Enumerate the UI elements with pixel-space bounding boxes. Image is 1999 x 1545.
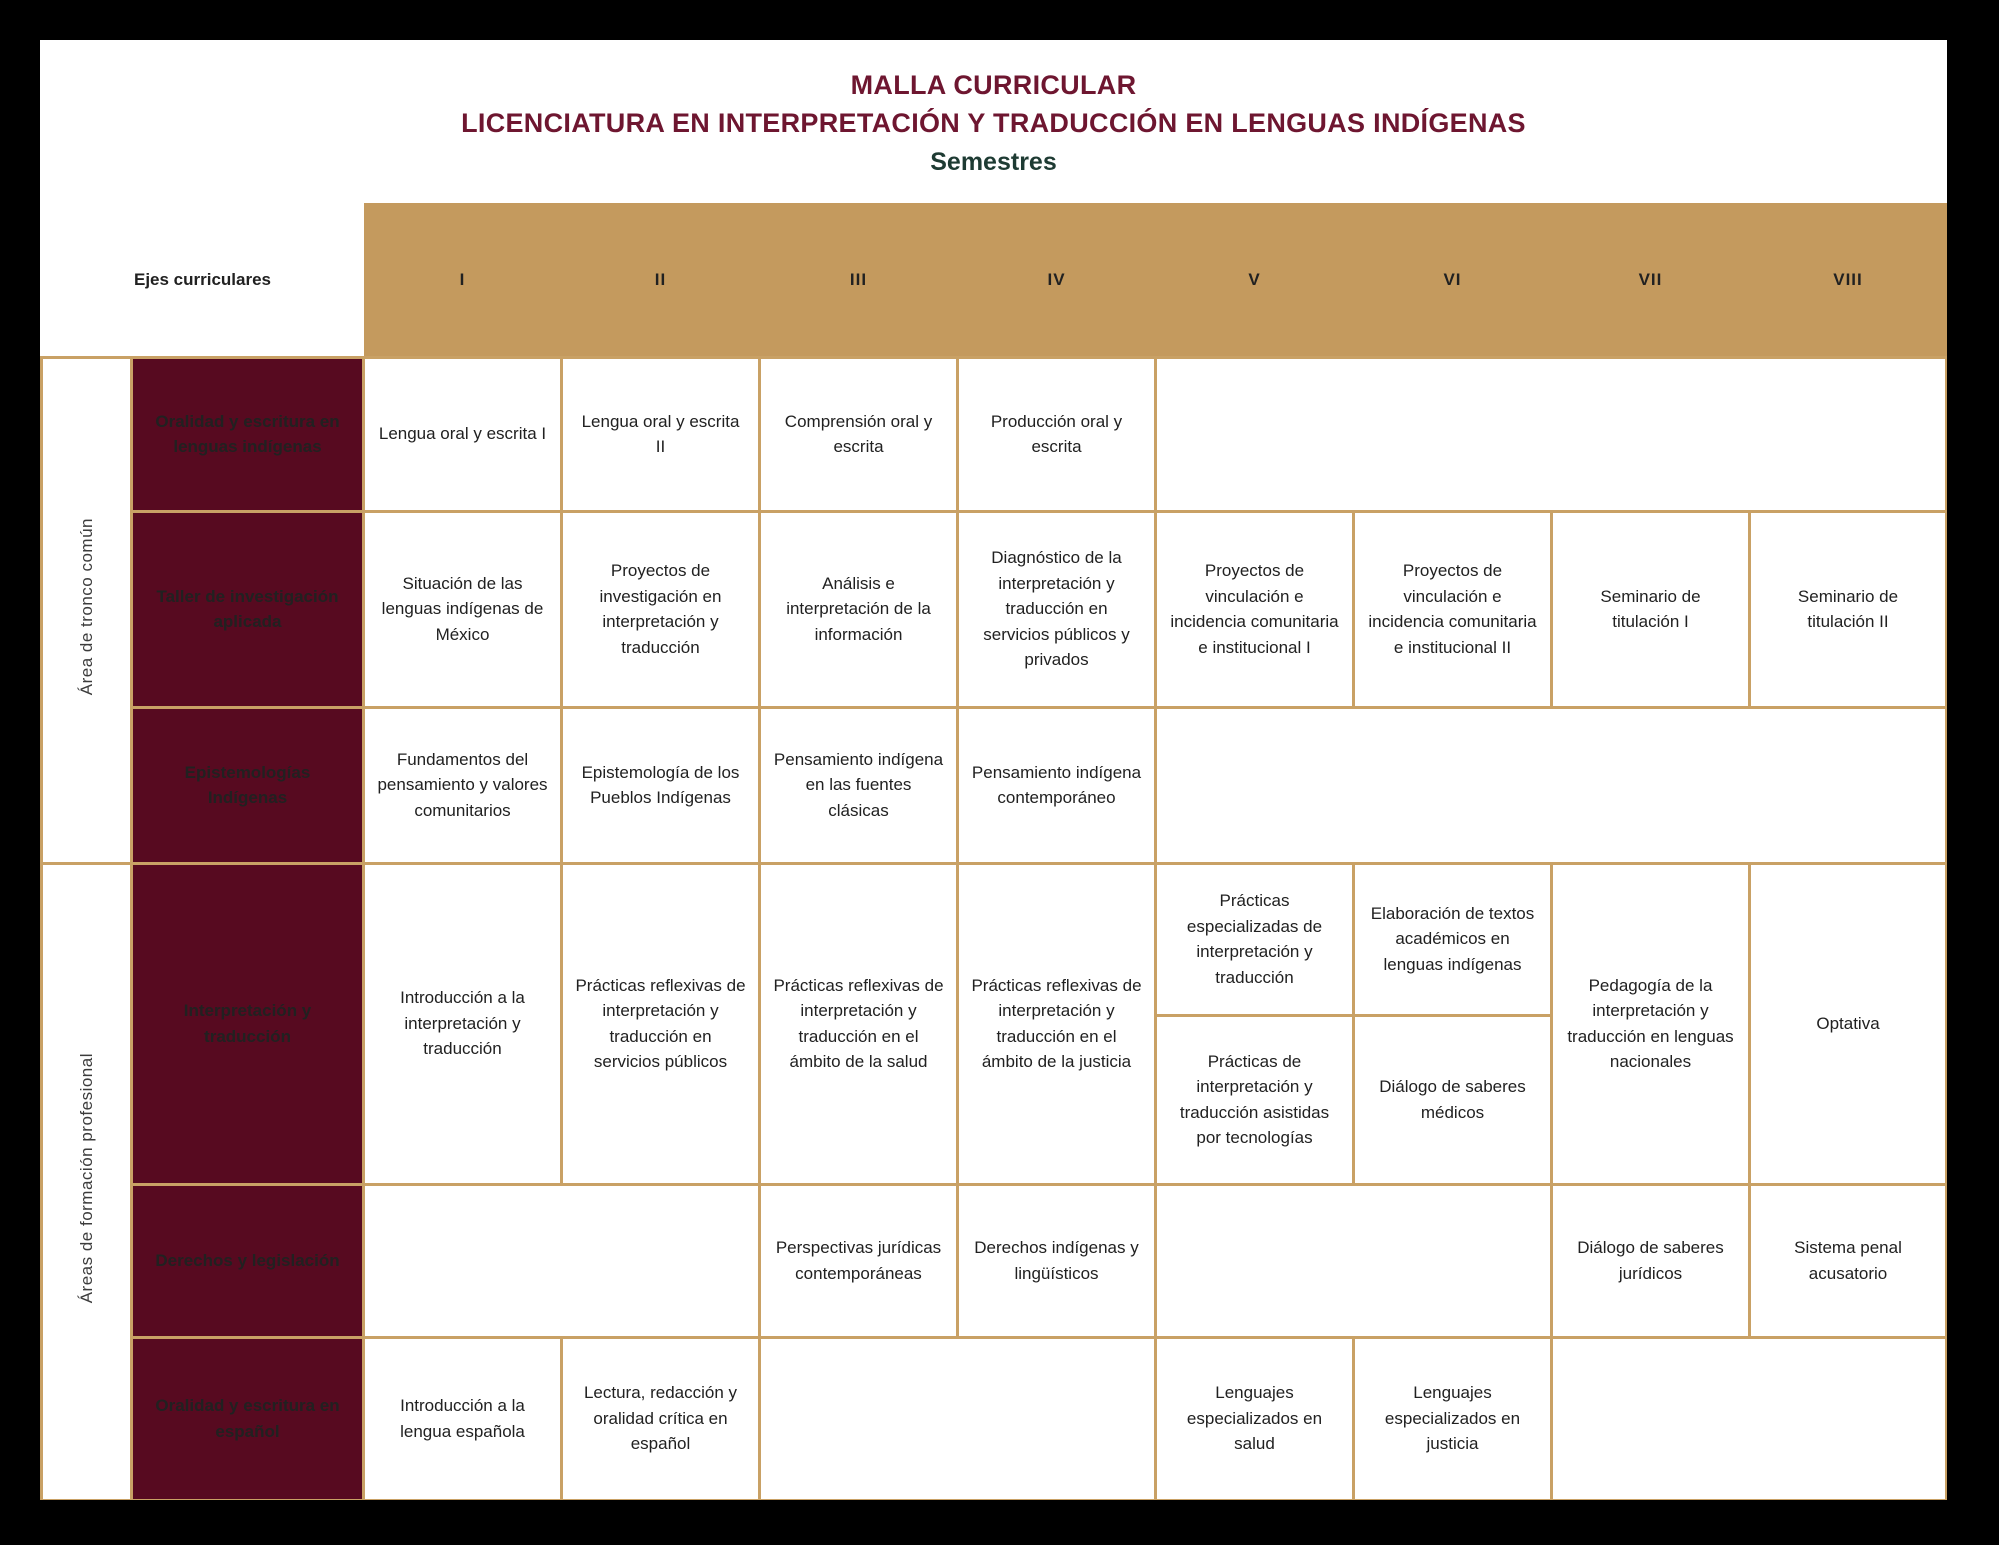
- course-r5-c3: Perspectivas jurídicas contemporáneas: [760, 1184, 958, 1337]
- course-r4-c5a: Prácticas especializadas de interpretación y traducción: [1156, 863, 1354, 1015]
- row-oralidad-indigenas: [42, 357, 1947, 511]
- course-r1-c2: Lengua oral y escrita II: [562, 357, 760, 511]
- eje-epistemologias: Epistemologías Indígenas: [132, 707, 364, 863]
- course-r2-c2: Proyectos de investigación en interpretación y traducción: [562, 511, 760, 707]
- course-r1-c4: Producción oral y escrita: [958, 357, 1156, 511]
- curriculum-table: [40, 203, 1947, 1500]
- area-tronco-comun: [42, 357, 132, 863]
- course-r4-c3: Prácticas reflexivas de interpretación y traducción en el ámbito de la salud: [760, 863, 958, 1184]
- eje-interpretacion-traduccion: Interpretación y traducción: [132, 863, 364, 1184]
- eje-oralidad-indigenas: Oralidad y escritura en lenguas indígenas: [132, 357, 364, 511]
- course-r4-c7: Pedagogía de la interpretación y traducción en lenguas nacionales: [1552, 863, 1750, 1184]
- row-interpretacion-a: [42, 863, 1947, 1015]
- course-r3-c3: Pensamiento indígena en las fuentes clásicas: [760, 707, 958, 863]
- area-tronco-comun-label: Área de tronco común: [76, 517, 96, 695]
- course-r3-c4: Pensamiento indígena contemporáneo: [958, 707, 1156, 863]
- header-row: [42, 203, 1947, 357]
- semester-header-iv: IV: [958, 203, 1156, 357]
- course-r2-c7: Seminario de titulación I: [1552, 511, 1750, 707]
- empty-cell-r3-v-viii: [1156, 707, 1947, 863]
- empty-cell-r1-v-viii: [1156, 357, 1947, 511]
- eje-taller-investigacion: Taller de investigación aplicada: [132, 511, 364, 707]
- course-r1-c3: Comprensión oral y escrita: [760, 357, 958, 511]
- semester-header-ii: II: [562, 203, 760, 357]
- course-r3-c2: Epistemología de los Pueblos Indígenas: [562, 707, 760, 863]
- course-r4-c2: Prácticas reflexivas de interpretación y traducción en servicios públicos: [562, 863, 760, 1184]
- row-epistemologias: [42, 707, 1947, 863]
- semester-header-v: V: [1156, 203, 1354, 357]
- course-r1-c1: Lengua oral y escrita I: [364, 357, 562, 511]
- course-r5-c8: Sistema penal acusatorio: [1750, 1184, 1947, 1337]
- course-r2-c8: Seminario de titulación II: [1750, 511, 1947, 707]
- page-title-line1: MALLA CURRICULAR: [850, 69, 1137, 100]
- course-r4-c6a: Elaboración de textos académicos en lenguas indígenas: [1354, 863, 1552, 1015]
- row-oralidad-espanol: [42, 1337, 1947, 1500]
- course-r2-c6: Proyectos de vinculación e incidencia comunitaria e institucional II: [1354, 511, 1552, 707]
- eje-oralidad-espanol: Oralidad y escritura en español: [132, 1337, 364, 1500]
- course-r6-c1: Introducción a la lengua española: [364, 1337, 562, 1500]
- course-r6-c6: Lenguajes especializados en justicia: [1354, 1337, 1552, 1500]
- page-title-semesters: Semestres: [930, 147, 1057, 176]
- course-r6-c2: Lectura, redacción y oralidad crítica en español: [562, 1337, 760, 1500]
- course-r2-c4: Diagnóstico de la interpretación y traducción en servicios públicos y privados: [958, 511, 1156, 707]
- area-formacion-profesional: [42, 863, 132, 1500]
- course-r2-c3: Análisis e interpretación de la información: [760, 511, 958, 707]
- eje-derechos-legislacion: Derechos y legislación: [132, 1184, 364, 1337]
- course-r5-c7: Diálogo de saberes jurídicos: [1552, 1184, 1750, 1337]
- course-r5-c4: Derechos indígenas y lingüísticos: [958, 1184, 1156, 1337]
- row-derechos-legislacion: [42, 1184, 1947, 1337]
- course-r6-c5: Lenguajes especializados en salud: [1156, 1337, 1354, 1500]
- course-r2-c5: Proyectos de vinculación e incidencia comunitaria e institucional I: [1156, 511, 1354, 707]
- semester-header-i: I: [364, 203, 562, 357]
- ejes-curriculares-header: Ejes curriculares: [42, 203, 364, 357]
- semester-header-viii: VIII: [1750, 203, 1947, 357]
- empty-cell-r5-i-ii: [364, 1184, 760, 1337]
- course-r4-c4: Prácticas reflexivas de interpretación y traducción en el ámbito de la justicia: [958, 863, 1156, 1184]
- course-r4-c8: Optativa: [1750, 863, 1947, 1184]
- course-r4-c5b: Prácticas de interpretación y traducción asistidas por tecnologías: [1156, 1015, 1354, 1184]
- course-r4-c6b: Diálogo de saberes médicos: [1354, 1015, 1552, 1184]
- course-r2-c1: Situación de las lenguas indígenas de México: [364, 511, 562, 707]
- row-taller-investigacion: [42, 511, 1947, 707]
- empty-cell-r5-v-vi: [1156, 1184, 1552, 1337]
- title-block: [40, 40, 1947, 203]
- semester-header-iii: III: [760, 203, 958, 357]
- semester-header-vi: VI: [1354, 203, 1552, 357]
- curriculum-page: [40, 40, 1947, 1500]
- area-formacion-profesional-label: Áreas de formación profesional: [76, 1052, 96, 1303]
- semester-header-vii: VII: [1552, 203, 1750, 357]
- empty-cell-r6-vii-viii: [1552, 1337, 1947, 1500]
- course-r4-c1: Introducción a la interpretación y traducción: [364, 863, 562, 1184]
- empty-cell-r6-iii-iv: [760, 1337, 1156, 1500]
- course-r3-c1: Fundamentos del pensamiento y valores comunitarios: [364, 707, 562, 863]
- page-title-line2: LICENCIATURA EN INTERPRETACIÓN Y TRADUCCIÓN EN LENGUAS INDÍGENAS: [461, 107, 1526, 138]
